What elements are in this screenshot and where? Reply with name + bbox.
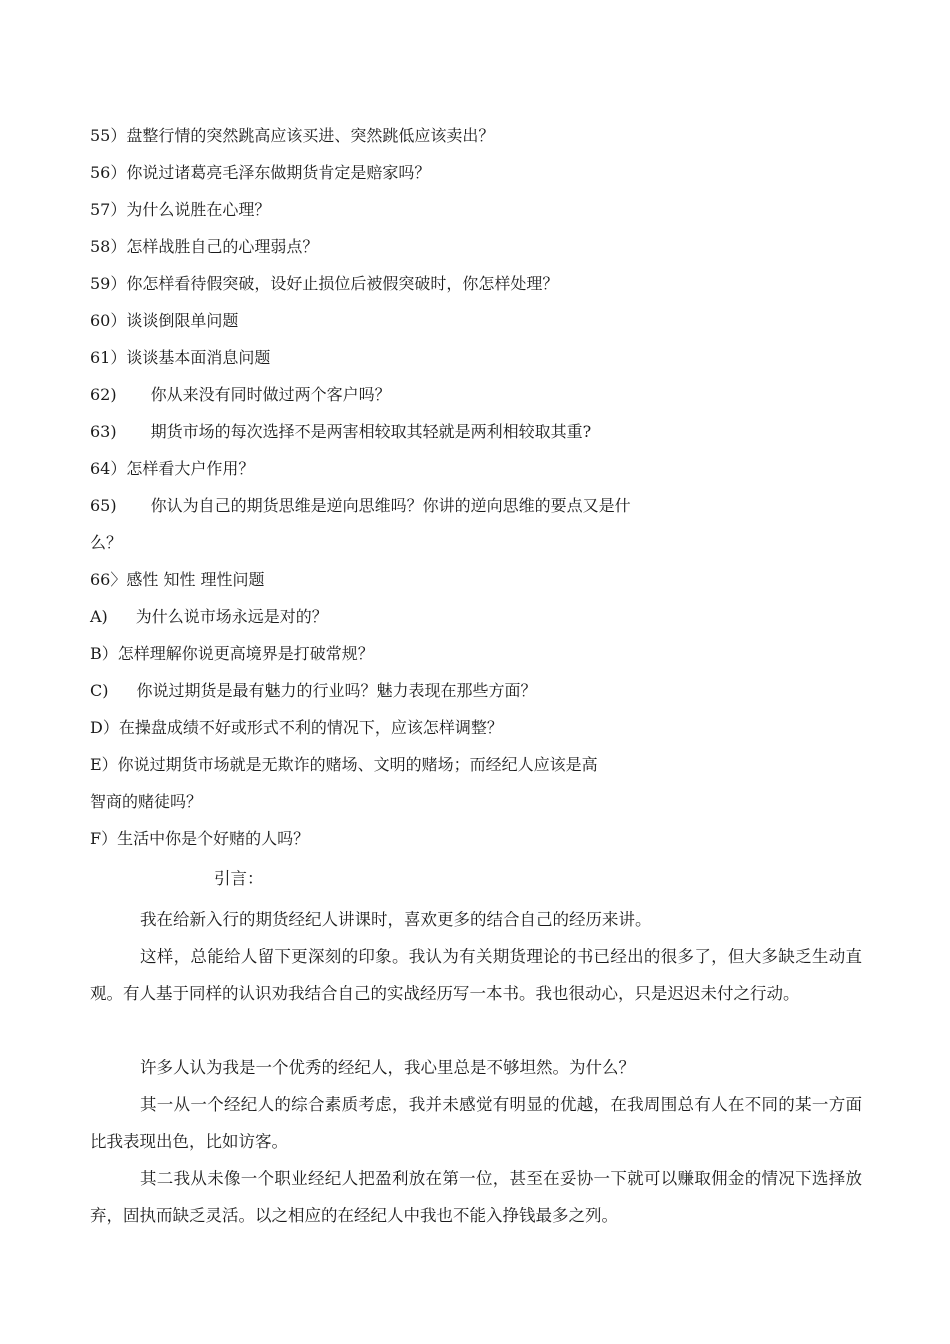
- question-55: 55）盘整行情的突然跳高应该买进、突然跳低应该卖出？: [90, 126, 495, 145]
- intro-paragraph-1: 我在给新入行的期货经纪人讲课时，喜欢更多的结合自己的经历来讲。: [140, 910, 652, 929]
- sub-question-d: D）在操盘成绩不好或形式不利的情况下，应该怎样调整？: [90, 718, 503, 737]
- question-65-continuation: 么？: [90, 533, 123, 552]
- sub-question-a-label: A): [90, 607, 108, 626]
- intro-paragraph-2: 这样，总能给人留下更深刻的印象。我认为有关期货理论的书已经出的很多了，但大多缺乏生动直观。有人基于同样的认识劝我结合自己的实战经历写一本书。我也很动心，只是迟迟未付之行动。: [90, 947, 862, 1003]
- question-64: 64）怎样看大户作用？: [90, 459, 255, 478]
- intro-paragraph-5: 其二我从未像一个职业经纪人把盈利放在第一位，甚至在妥协一下就可以赚取佣金的情况下选择放弃，固执而缺乏灵活。以之相应的在经纪人中我也不能入挣钱最多之列。: [90, 1169, 862, 1225]
- sub-question-a-text: 为什么说市场永远是对的？: [135, 607, 328, 626]
- question-63: [90, 421, 591, 443]
- sub-question-c-label: C): [90, 681, 109, 700]
- question-58: 58）怎样战胜自己的心理弱点？: [90, 237, 319, 256]
- question-57: 57）为什么说胜在心理？: [90, 200, 271, 219]
- sub-question-e: E）你说过期货市场就是无欺诈的赌场、文明的赌场；而经纪人应该是高: [90, 755, 598, 774]
- question-65-text: 你认为自己的期货思维是逆向思维吗？你讲的逆向思维的要点又是什: [150, 496, 631, 515]
- question-61: 61）谈谈基本面消息问题: [90, 348, 271, 367]
- sub-question-b: B）怎样理解你说更高境界是打破常规？: [90, 644, 374, 663]
- question-63-text: 期货市场的每次选择不是两害相较取其轻就是两利相较取其重?: [150, 422, 592, 441]
- question-62: [90, 384, 391, 406]
- question-63-number: 63): [90, 422, 117, 441]
- sub-question-f: F）生活中你是个好赌的人吗？: [90, 829, 310, 848]
- question-65-number: 65): [90, 496, 117, 515]
- sub-question-a: [90, 606, 328, 628]
- question-60: 60）谈谈倒限单问题: [90, 311, 239, 330]
- sub-question-e-continuation: 智商的赌徒吗？: [90, 792, 203, 811]
- question-62-number: 62): [90, 385, 117, 404]
- question-66: 66〉感性 知性 理性问题: [90, 570, 265, 589]
- intro-paragraph-4: 其一从一个经纪人的综合素质考虑，我并未感觉有明显的优越，在我周围总有人在不同的某一方面比我表现出色，比如访客。: [90, 1095, 862, 1151]
- sub-question-c-text: 你说过期货是最有魅力的行业吗？魅力表现在那些方面？: [136, 681, 537, 700]
- question-62-text: 你从来没有同时做过两个客户吗？: [150, 385, 391, 404]
- sub-question-c: [90, 680, 537, 702]
- intro-heading: 引言：: [214, 869, 264, 888]
- question-59: 59）你怎样看待假突破，设好止损位后被假突破时，你怎样处理？: [90, 274, 559, 293]
- question-56: 56）你说过诸葛亮毛泽东做期货肯定是赔家吗？: [90, 163, 431, 182]
- intro-paragraph-3: 许多人认为我是一个优秀的经纪人，我心里总是不够坦然。为什么？: [140, 1058, 635, 1077]
- question-65: [90, 495, 631, 517]
